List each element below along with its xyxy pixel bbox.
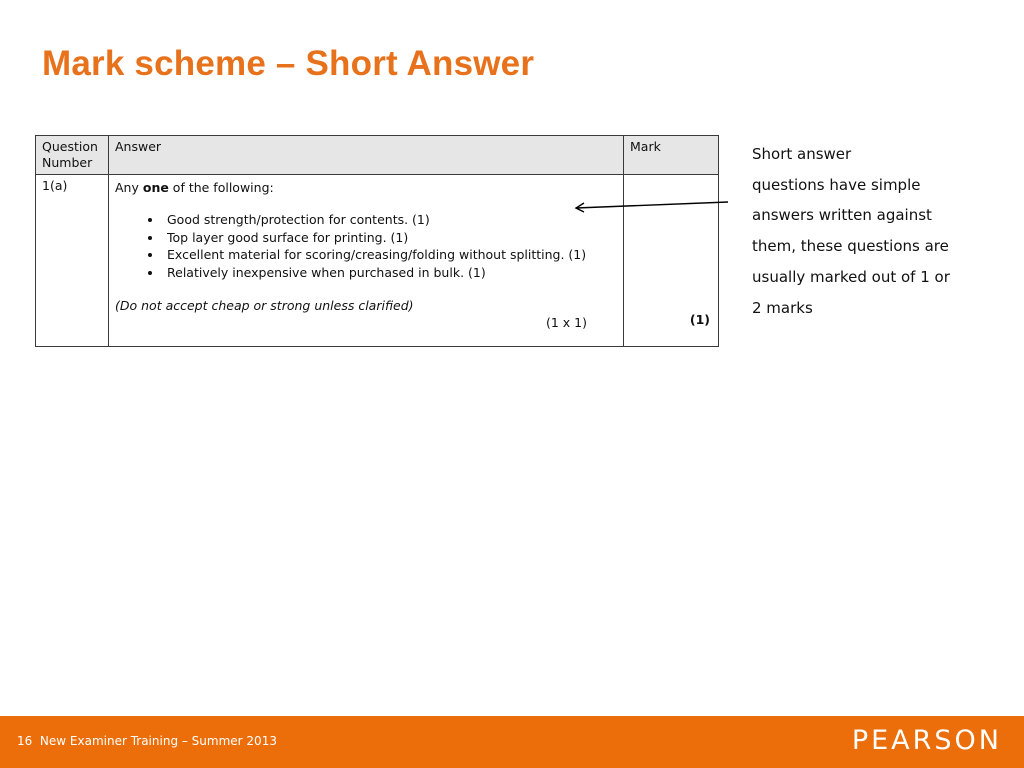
table-header-row (36, 136, 719, 175)
answer-intro-suffix: of the following: (168, 180, 274, 195)
header-answer: Answer (109, 136, 624, 175)
list-item: • Relatively inexpensive when purchased in bulk. (1) (163, 264, 617, 282)
annotation-line: usually marked out of 1 or (752, 267, 950, 286)
annotation-line: questions have simple (752, 175, 921, 194)
footer-caption (17, 734, 277, 748)
mark-value: (1) (689, 312, 710, 327)
answer-cell (109, 175, 624, 347)
list-item: • Good strength/protection for contents. (1) (163, 211, 617, 229)
annotation-line: Short answer (752, 145, 852, 163)
answer-tally: (1 x 1) (545, 315, 587, 330)
annotation-text (752, 139, 1002, 323)
pearson-logo: PEARSON (851, 725, 1002, 756)
footer-caption-text: New Examiner Training – Summer 2013 (39, 734, 277, 748)
annotation-line: 2 marks (752, 298, 813, 317)
pointer-arrow-icon (570, 192, 734, 218)
answer-intro-bold: one (142, 180, 169, 195)
answer-note: (Do not accept cheap or strong unless clarified) (115, 298, 414, 313)
footer-bar (0, 716, 1024, 768)
list-item: • Top layer good surface for printing. (1) (163, 229, 617, 247)
answer-intro (115, 180, 617, 195)
mark-scheme-table (35, 135, 719, 347)
answer-points-list (115, 211, 617, 281)
list-item: • Excellent material for scoring/creasing/folding without splitting. (1) (163, 246, 617, 264)
annotation-line: answers written against (752, 206, 932, 225)
slide-title: Mark scheme – Short Answer (42, 44, 535, 83)
page-number: 16 (17, 734, 33, 748)
annotation-line: them, these questions are (752, 237, 949, 256)
question-number-cell: 1(a) (36, 175, 109, 347)
answer-intro-prefix: Any (115, 180, 143, 195)
header-question-number: Question Number (36, 136, 109, 175)
header-mark: Mark (624, 136, 719, 175)
